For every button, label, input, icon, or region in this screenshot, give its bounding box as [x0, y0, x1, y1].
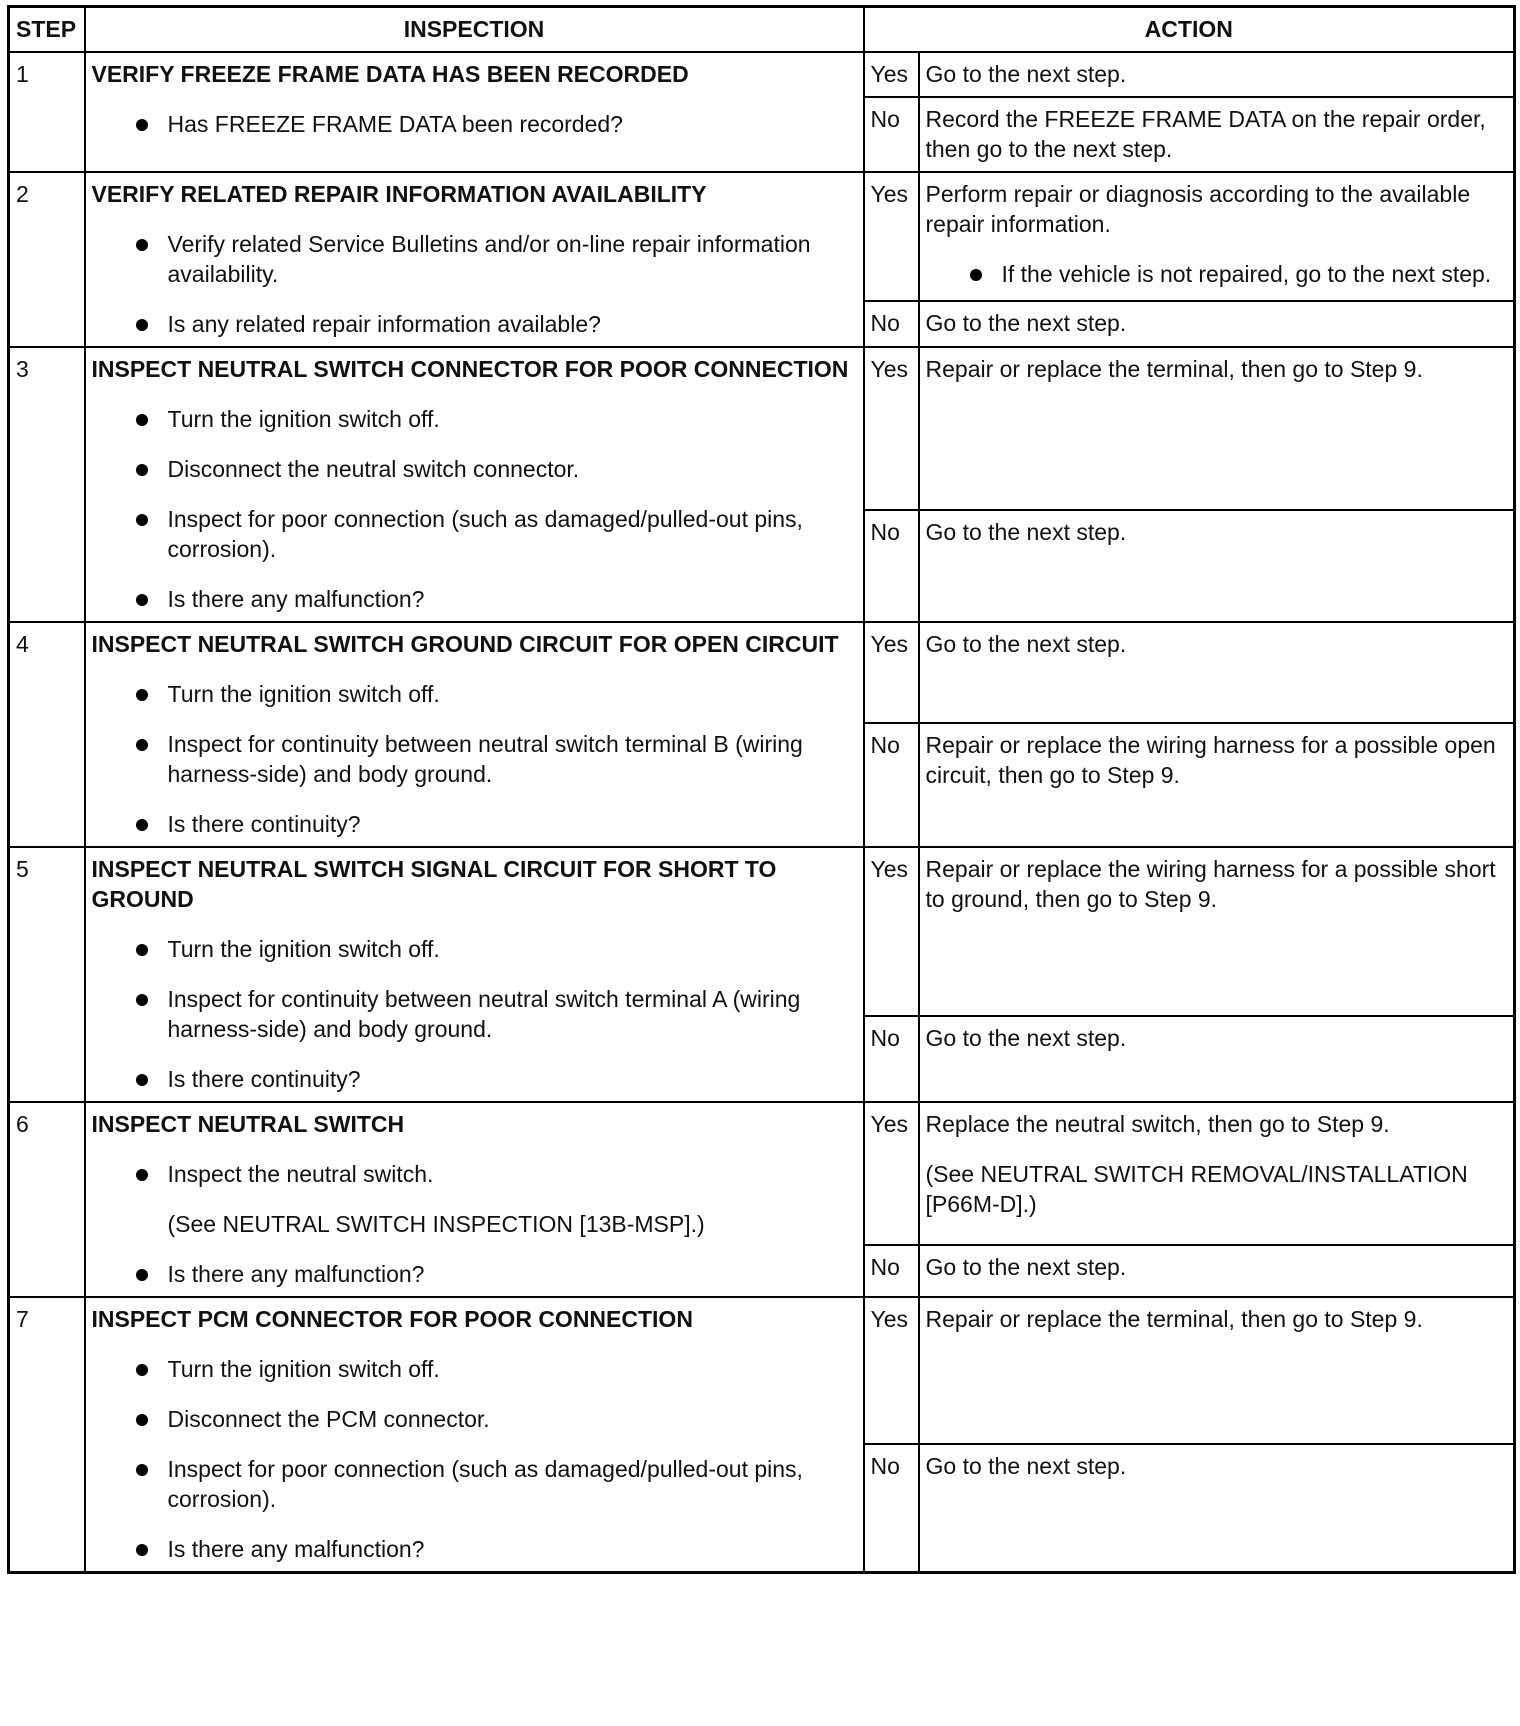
step-number: 2 [9, 172, 85, 347]
step-7-yes-row [9, 1297, 1515, 1444]
action-bullet: If the vehicle is not repaired, go to the next step. [926, 259, 1508, 289]
yes-action: Replace the neutral switch, then go to Step 9. [925, 1111, 1390, 1137]
step-title: VERIFY RELATED REPAIR INFORMATION AVAILABILITY [91, 181, 707, 207]
step-inspection [85, 847, 864, 1102]
inspection-bullet: Has FREEZE FRAME DATA been recorded? [92, 109, 857, 139]
no-label: No [864, 1245, 919, 1297]
no-action: Go to the next step. [919, 510, 1515, 622]
step-number: 5 [9, 847, 85, 1102]
step-inspection [85, 347, 864, 622]
step-title: INSPECT PCM CONNECTOR FOR POOR CONNECTION [91, 1306, 693, 1332]
yes-label: Yes [864, 622, 919, 723]
no-action: Go to the next step. [919, 1016, 1515, 1102]
step-inspection [85, 1297, 864, 1573]
step-number: 1 [9, 52, 85, 172]
inspection-bullet: Verify related Service Bulletins and/or on-line repair information availability. [92, 229, 857, 289]
yes-action: Go to the next step. [919, 622, 1515, 723]
no-label: No [864, 1444, 919, 1573]
header-step: STEP [9, 7, 85, 53]
inspection-bullet: Inspect for poor connection (such as damaged/pulled-out pins, corrosion). [92, 504, 857, 564]
yes-action: Repair or replace the terminal, then go to Step 9. [919, 347, 1515, 510]
inspection-bullet: Is there continuity? [92, 1064, 857, 1094]
no-action: Go to the next step. [919, 301, 1515, 347]
step-number: 6 [9, 1102, 85, 1297]
no-label: No [864, 723, 919, 847]
step-number: 7 [9, 1297, 85, 1573]
diagnostic-table [7, 5, 1516, 1574]
no-label: No [864, 301, 919, 347]
yes-label: Yes [864, 52, 919, 97]
inspection-bullet: Is there continuity? [92, 809, 857, 839]
step-2-yes-row [9, 172, 1515, 301]
step-4-yes-row [9, 622, 1515, 723]
yes-action-cell [919, 1102, 1515, 1245]
step-title: VERIFY FREEZE FRAME DATA HAS BEEN RECORDED [91, 61, 689, 87]
inspection-bullet: Turn the ignition switch off. [92, 1354, 857, 1384]
yes-label: Yes [864, 1102, 919, 1245]
step-title: INSPECT NEUTRAL SWITCH [91, 1111, 405, 1137]
no-label: No [864, 97, 919, 172]
step-title: INSPECT NEUTRAL SWITCH GROUND CIRCUIT FOR OPEN CIRCUIT [91, 631, 839, 657]
table-header-row [9, 7, 1515, 53]
yes-label: Yes [864, 1297, 919, 1444]
inspection-bullet: Is there any malfunction? [92, 1259, 857, 1289]
step-1-yes-row [9, 52, 1515, 97]
step-title: INSPECT NEUTRAL SWITCH CONNECTOR FOR POOR CONNECTION [91, 356, 849, 382]
inspection-bullet: Disconnect the PCM connector. [92, 1404, 857, 1434]
no-label: No [864, 510, 919, 622]
step-number: 3 [9, 347, 85, 622]
inspection-bullet: Turn the ignition switch off. [92, 934, 857, 964]
yes-action: Repair or replace the wiring harness for a possible short to ground, then go to Step 9. [919, 847, 1515, 1016]
no-action: Go to the next step. [919, 1245, 1515, 1297]
no-action: Go to the next step. [919, 1444, 1515, 1573]
yes-note: (See NEUTRAL SWITCH REMOVAL/INSTALLATION [P66M-D].) [925, 1161, 1468, 1217]
inspection-bullet: Inspect the neutral switch. [92, 1159, 857, 1189]
no-action: Record the FREEZE FRAME DATA on the repair order, then go to the next step. [919, 97, 1515, 172]
step-number: 4 [9, 622, 85, 847]
inspection-bullet: Disconnect the neutral switch connector. [92, 454, 857, 484]
step-inspection [85, 172, 864, 347]
inspection-bullet: Is any related repair information available? [92, 309, 857, 339]
step-5-yes-row [9, 847, 1515, 1016]
yes-action: Repair or replace the terminal, then go to Step 9. [919, 1297, 1515, 1444]
header-action: ACTION [864, 7, 1515, 53]
inspection-bullet: Turn the ignition switch off. [92, 404, 857, 434]
step-inspection [85, 622, 864, 847]
step-3-yes-row [9, 347, 1515, 510]
inspection-bullet: Turn the ignition switch off. [92, 679, 857, 709]
inspection-bullet: Is there any malfunction? [92, 584, 857, 614]
yes-label: Yes [864, 847, 919, 1016]
no-action: Repair or replace the wiring harness for a possible open circuit, then go to Step 9. [919, 723, 1515, 847]
yes-action-cell [919, 172, 1515, 301]
inspection-bullet: Inspect for poor connection (such as damaged/pulled-out pins, corrosion). [92, 1454, 857, 1514]
no-label: No [864, 1016, 919, 1102]
inspection-bullet: Is there any malfunction? [92, 1534, 857, 1564]
yes-label: Yes [864, 347, 919, 510]
step-title: INSPECT NEUTRAL SWITCH SIGNAL CIRCUIT FOR SHORT TO GROUND [91, 856, 777, 912]
header-inspection: INSPECTION [85, 7, 864, 53]
step-6-yes-row [9, 1102, 1515, 1245]
inspection-bullet: Inspect for continuity between neutral switch terminal A (wiring harness-side) and body ground. [92, 984, 857, 1044]
diagnostic-procedure-page [7, 5, 1513, 1574]
yes-action: Go to the next step. [919, 52, 1515, 97]
inspection-note: (See NEUTRAL SWITCH INSPECTION [13B-MSP].) [167, 1211, 705, 1237]
yes-action: Perform repair or diagnosis according to the available repair information. [925, 181, 1471, 237]
step-inspection [85, 1102, 864, 1297]
yes-label: Yes [864, 172, 919, 301]
step-inspection [85, 52, 864, 172]
inspection-bullet: Inspect for continuity between neutral switch terminal B (wiring harness-side) and body ground. [92, 729, 857, 789]
